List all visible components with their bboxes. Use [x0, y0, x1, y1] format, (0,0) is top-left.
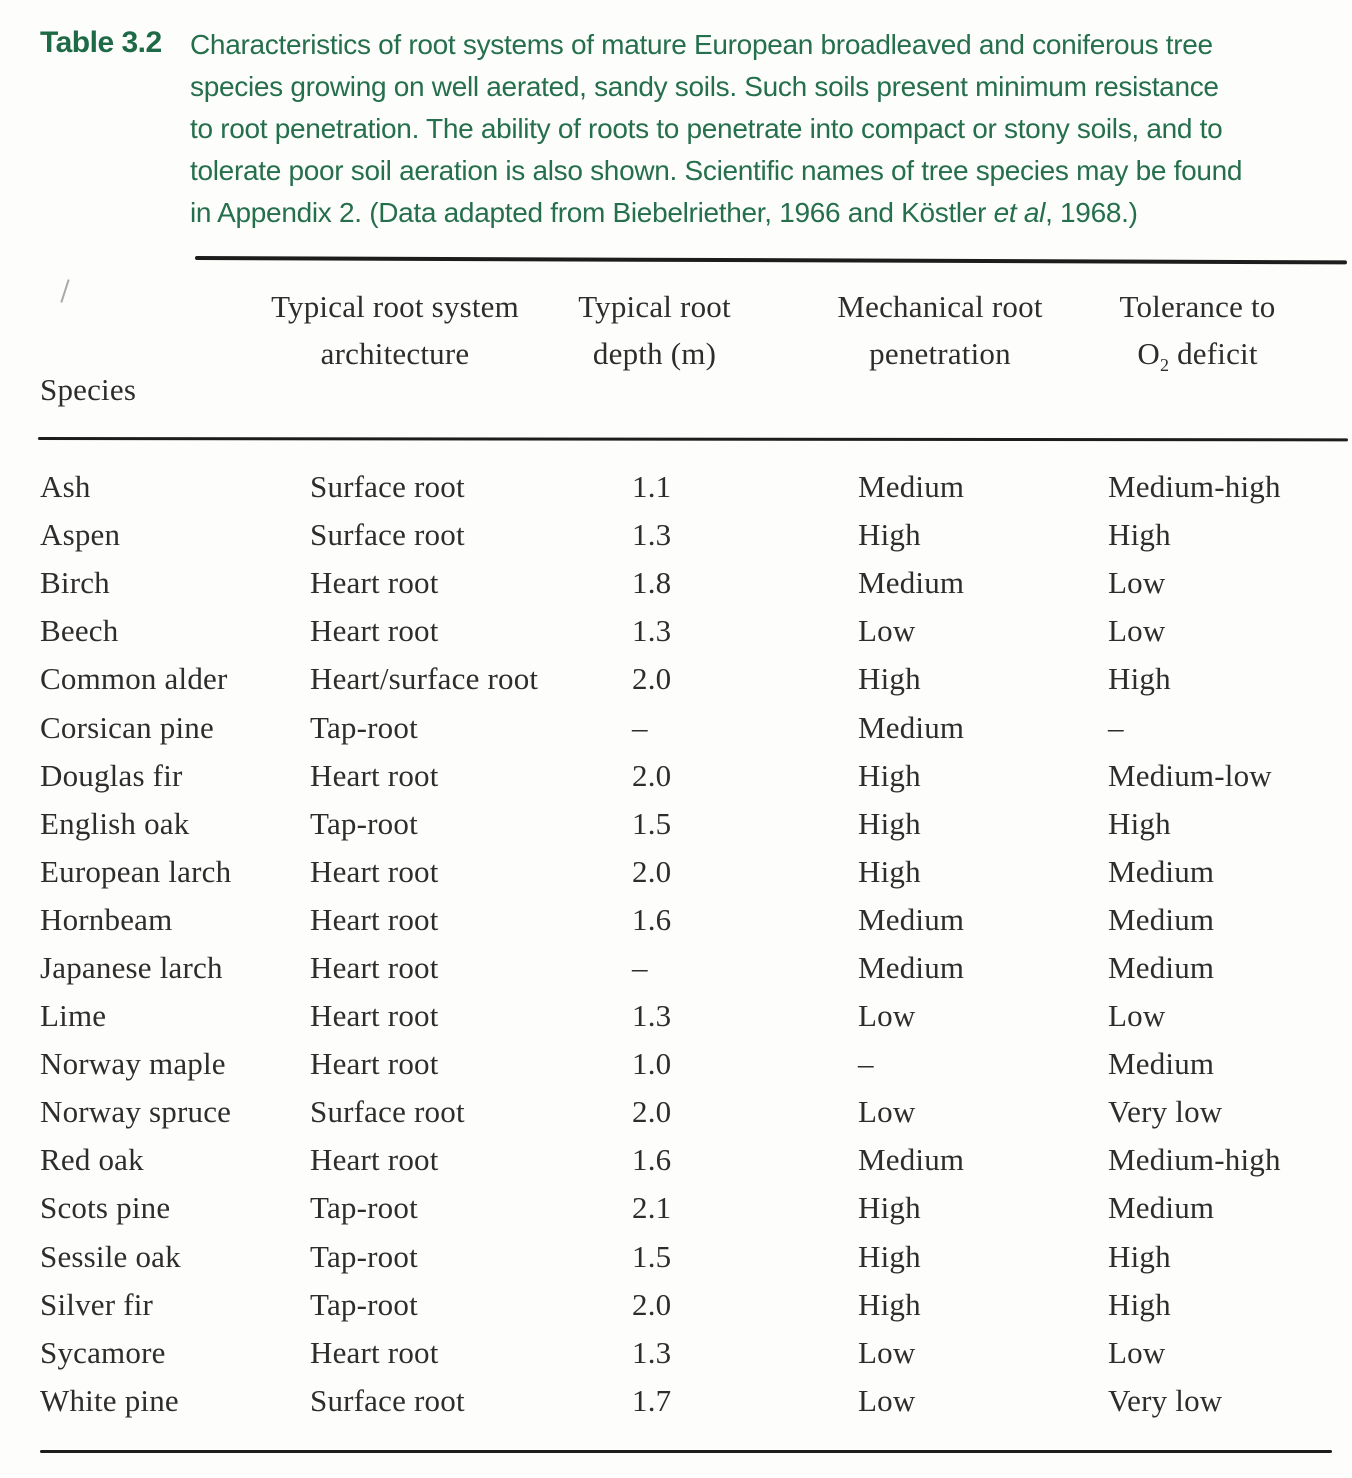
cell-penetration: Medium: [858, 1142, 965, 1178]
cell-tolerance: Medium: [1108, 1190, 1215, 1226]
col-header-penetration: [805, 283, 1075, 377]
col-header-line: penetration: [869, 336, 1011, 371]
cell-penetration: Low: [858, 613, 916, 649]
cell-species: Norway spruce: [40, 1094, 232, 1130]
cell-architecture: Heart root: [310, 853, 439, 889]
cell-depth: 1.3: [632, 1334, 672, 1370]
cell-depth: 1.0: [632, 1046, 672, 1082]
cell-species: Lime: [40, 998, 107, 1034]
table-caption: [190, 24, 1242, 234]
cell-depth: 1.6: [632, 901, 672, 937]
col-header-line: Mechanical root: [837, 289, 1043, 324]
cell-architecture: Tap-root: [310, 805, 418, 841]
caption-text-segment: , 1968.): [1045, 197, 1138, 228]
table-bottom-rule: [40, 1450, 1332, 1453]
header-rule: [38, 437, 1348, 441]
cell-tolerance: Very low: [1108, 1094, 1223, 1130]
table-row: [40, 752, 1352, 800]
col-header-depth: [552, 283, 757, 377]
cell-depth: 2.0: [632, 853, 672, 889]
table-row: [40, 511, 1352, 559]
cell-tolerance: High: [1108, 661, 1171, 697]
cell-penetration: High: [858, 853, 921, 889]
cell-species: Birch: [40, 565, 110, 601]
table-number-label: Table 3.2: [40, 26, 162, 59]
table-row: [40, 1329, 1352, 1377]
cell-species: Sycamore: [40, 1334, 166, 1370]
caption-line: to root penetration. The ability of roots to penetrate into compact or stony soils, and to: [190, 113, 1223, 144]
cell-depth: 2.1: [632, 1190, 672, 1226]
table-top-rule: [195, 256, 1347, 264]
table-row: [40, 1377, 1352, 1425]
cell-architecture: Heart root: [310, 949, 439, 985]
cell-tolerance: Low: [1108, 613, 1166, 649]
cell-depth: 2.0: [632, 1286, 672, 1322]
cell-tolerance: Medium: [1108, 1046, 1215, 1082]
table-row: [40, 848, 1352, 896]
cell-penetration: Low: [858, 1094, 916, 1130]
table-row: [40, 1281, 1352, 1329]
cell-species: Hornbeam: [40, 901, 173, 937]
cell-depth: 1.5: [632, 1238, 672, 1274]
cell-species: Silver fir: [40, 1286, 154, 1322]
scan-artifact-mark: [60, 279, 69, 302]
cell-architecture: Surface root: [310, 517, 465, 553]
col-header-line: Typical root: [578, 289, 731, 324]
cell-depth: –: [632, 949, 648, 985]
cell-tolerance: High: [1108, 1286, 1171, 1322]
cell-penetration: Low: [858, 998, 916, 1034]
cell-species: Beech: [40, 613, 119, 649]
cell-species: Scots pine: [40, 1190, 171, 1226]
cell-depth: 1.1: [632, 469, 672, 505]
cell-architecture: Heart root: [310, 613, 439, 649]
cell-depth: 2.0: [632, 757, 672, 793]
oxygen-symbol: O: [1137, 336, 1160, 371]
table-row: [40, 463, 1352, 511]
cell-penetration: Low: [858, 1382, 916, 1418]
cell-architecture: Heart root: [310, 757, 439, 793]
cell-penetration: Medium: [858, 901, 965, 937]
cell-penetration: High: [858, 1190, 921, 1226]
oxygen-subscript: 2: [1159, 355, 1170, 376]
cell-architecture: Heart root: [310, 565, 439, 601]
cell-species: Corsican pine: [40, 709, 214, 745]
col-header-line: depth (m): [592, 336, 717, 371]
cell-architecture: Heart root: [310, 998, 439, 1034]
col-header-line: architecture: [320, 336, 470, 371]
col-header-line: Tolerance to: [1119, 289, 1276, 324]
cell-penetration: High: [858, 1286, 921, 1322]
cell-tolerance: Medium-high: [1108, 469, 1281, 505]
table-row: [40, 1184, 1352, 1232]
cell-depth: 1.8: [632, 565, 672, 601]
table-row: [40, 1088, 1352, 1136]
cell-architecture: Heart root: [310, 1142, 439, 1178]
caption-line: tolerate poor soil aeration is also shown. Scientific names of tree species may be found: [190, 155, 1243, 186]
cell-architecture: Tap-root: [310, 709, 418, 745]
cell-species: Common alder: [40, 661, 228, 697]
cell-penetration: Medium: [858, 949, 965, 985]
cell-species: Red oak: [40, 1142, 144, 1178]
table-row: [40, 1040, 1352, 1088]
col-header-line: Typical root system: [271, 289, 519, 324]
cell-species: Douglas fir: [40, 757, 183, 793]
cell-tolerance: Medium-low: [1108, 757, 1272, 793]
cell-architecture: Heart/surface root: [310, 661, 539, 697]
cell-depth: 1.3: [632, 998, 672, 1034]
cell-architecture: Surface root: [310, 1382, 465, 1418]
cell-tolerance: Low: [1108, 1334, 1166, 1370]
table-row: [40, 944, 1352, 992]
col-header-tolerance: [1085, 283, 1310, 377]
cell-species: White pine: [40, 1382, 179, 1418]
cell-architecture: Heart root: [310, 1046, 439, 1082]
col-header-species: Species: [40, 372, 137, 407]
table-row: [40, 655, 1352, 703]
cell-species: Sessile oak: [40, 1238, 181, 1274]
cell-tolerance: Low: [1108, 565, 1166, 601]
cell-species: Ash: [40, 469, 91, 505]
table-row: [40, 703, 1352, 751]
cell-penetration: High: [858, 661, 921, 697]
cell-penetration: Medium: [858, 469, 965, 505]
cell-penetration: High: [858, 805, 921, 841]
cell-penetration: Medium: [858, 709, 965, 745]
table-row: [40, 559, 1352, 607]
table-row: [40, 1233, 1352, 1281]
table-row: [40, 992, 1352, 1040]
cell-species: Japanese larch: [40, 949, 223, 985]
table-row: [40, 896, 1352, 944]
cell-tolerance: –: [1108, 709, 1124, 745]
caption-line: Characteristics of root systems of mature European broadleaved and coniferous tree: [190, 29, 1213, 60]
caption-italic-et-al: et al: [993, 197, 1046, 228]
cell-depth: 1.3: [632, 517, 672, 553]
table-row: [40, 800, 1352, 848]
cell-architecture: Tap-root: [310, 1286, 418, 1322]
cell-depth: –: [632, 709, 648, 745]
caption-line: [190, 192, 1242, 234]
caption-line: species growing on well aerated, sandy soils. Such soils present minimum resistance: [190, 71, 1219, 102]
caption-text-segment: in Appendix 2. (Data adapted from Biebelriether, 1966 and Köstler: [190, 197, 994, 228]
table-row: [40, 607, 1352, 655]
cell-depth: 2.0: [632, 661, 672, 697]
col-header-architecture: [245, 283, 545, 377]
cell-tolerance: Very low: [1108, 1382, 1223, 1418]
cell-penetration: Low: [858, 1334, 916, 1370]
cell-tolerance: High: [1108, 517, 1171, 553]
cell-species: Norway maple: [40, 1046, 226, 1082]
cell-penetration: –: [858, 1046, 874, 1082]
cell-architecture: Heart root: [310, 901, 439, 937]
cell-penetration: Medium: [858, 565, 965, 601]
cell-species: Aspen: [40, 517, 121, 553]
cell-depth: 1.5: [632, 805, 672, 841]
cell-architecture: Tap-root: [310, 1238, 418, 1274]
cell-depth: 1.6: [632, 1142, 672, 1178]
table-row: [40, 1136, 1352, 1184]
cell-tolerance: High: [1108, 1238, 1171, 1274]
cell-architecture: Surface root: [310, 469, 465, 505]
cell-tolerance: High: [1108, 805, 1171, 841]
cell-tolerance: Medium: [1108, 949, 1215, 985]
cell-tolerance: Medium-high: [1108, 1142, 1281, 1178]
cell-species: English oak: [40, 805, 190, 841]
col-header-text: deficit: [1169, 336, 1258, 371]
cell-depth: 2.0: [632, 1094, 672, 1130]
cell-penetration: High: [858, 1238, 921, 1274]
cell-depth: 1.3: [632, 613, 672, 649]
cell-tolerance: Medium: [1108, 901, 1215, 937]
cell-species: European larch: [40, 853, 232, 889]
cell-penetration: High: [858, 517, 921, 553]
cell-architecture: Heart root: [310, 1334, 439, 1370]
table-body: [40, 463, 1352, 1425]
cell-tolerance: Medium: [1108, 853, 1215, 889]
cell-tolerance: Low: [1108, 998, 1166, 1034]
cell-architecture: Tap-root: [310, 1190, 418, 1226]
cell-penetration: High: [858, 757, 921, 793]
col-header-line: [1085, 330, 1310, 377]
cell-depth: 1.7: [632, 1382, 672, 1418]
cell-architecture: Surface root: [310, 1094, 465, 1130]
